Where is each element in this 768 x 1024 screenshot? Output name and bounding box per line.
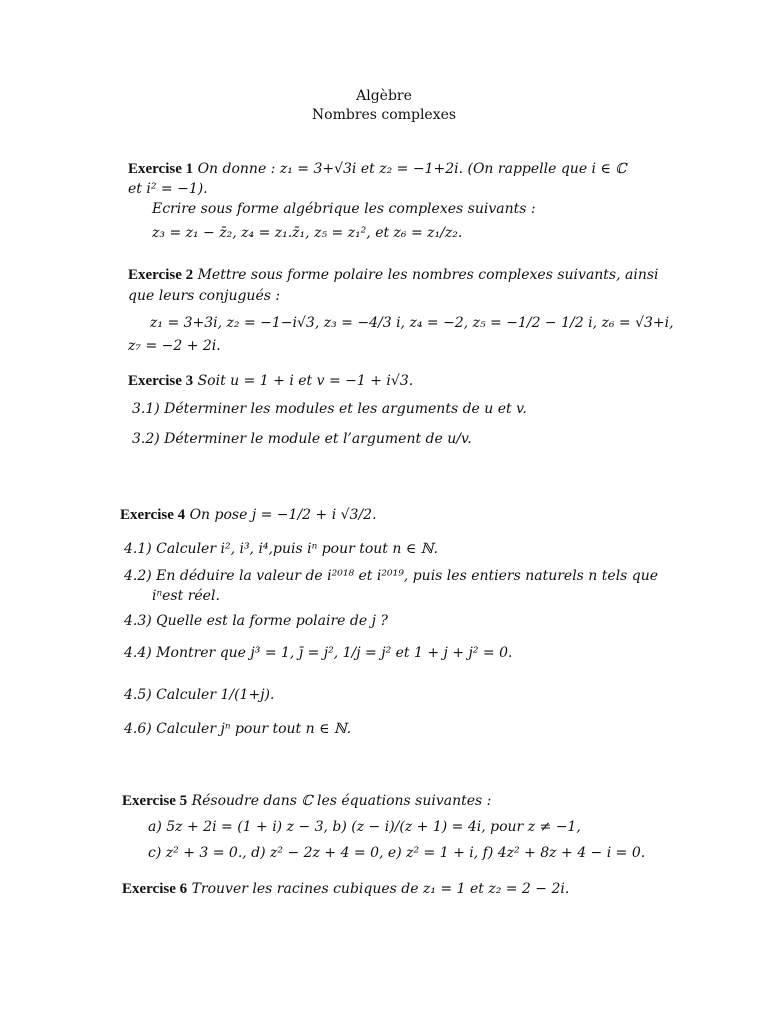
exercise-1-text-1: On donne : z₁ = 3+√3i et z₂ = −1+2i. (On rappelle que i ∈ ℂ xyxy=(197,161,627,177)
exercise-3-line-1 xyxy=(128,372,413,391)
exercise-4-item-2: 4.2) En déduire la valeur de i²⁰¹⁸ et i²⁰¹⁹, puis les entiers naturels n tels que xyxy=(124,568,659,584)
exercise-4-item-2-cont: iⁿest réel. xyxy=(152,588,220,604)
exercise-5-label: Exercise 5 xyxy=(122,793,188,809)
exercise-1-line-3: Ecrire sous forme algébrique les complexes suivants : xyxy=(152,201,536,217)
exercise-4-text-1: On pose j = −1/2 + i √3/2. xyxy=(189,507,377,523)
exercise-1-line-1 xyxy=(128,160,626,179)
exercise-1-line-2: et i² = −1). xyxy=(128,181,208,197)
exercise-4-item-5: 4.5) Calculer 1/(1+j). xyxy=(124,687,275,703)
exercise-6-text-1: Trouver les racines cubiques de z₁ = 1 et z₂ = 2 − 2i. xyxy=(191,881,570,897)
exercise-1-label: Exercise 1 xyxy=(128,161,194,177)
exercise-3-text-1: Soit u = 1 + i et v = −1 + i√3. xyxy=(197,373,414,389)
exercise-3-item-1: 3.1) Déterminer les modules et les arguments de u et v. xyxy=(132,401,527,417)
exercise-2-line-1 xyxy=(128,266,659,285)
exercise-4-label: Exercise 4 xyxy=(120,507,186,523)
exercise-6-label: Exercise 6 xyxy=(122,881,188,897)
subject-title: Algèbre xyxy=(356,88,412,104)
exercise-2-text-1: Mettre sous forme polaire les nombres complexes suivants, ainsi xyxy=(197,267,659,283)
exercise-4-item-1: 4.1) Calculer i², i³, i⁴,puis iⁿ pour tout n ∈ ℕ. xyxy=(124,541,438,557)
exercise-5-line-3: c) z² + 3 = 0., d) z² − 2z + 4 = 0, e) z² = 1 + i, f) 4z² + 8z + 4 − i = 0. xyxy=(148,845,646,861)
exercise-1-line-4: z₃ = z₁ − z̄₂, z₄ = z₁.z̄₁, z₅ = z₁², et z₆ = z₁/z₂. xyxy=(152,225,463,241)
exercise-4-item-6: 4.6) Calculer jⁿ pour tout n ∈ ℕ. xyxy=(124,721,352,737)
exercise-5-text-1: Résoudre dans ℂ les équations suivantes : xyxy=(191,793,492,809)
exercise-6-line-1 xyxy=(122,880,569,899)
exercise-2-line-4: z₇ = −2 + 2i. xyxy=(128,338,221,354)
exercise-2-line-3: z₁ = 3+3i, z₂ = −1−i√3, z₃ = −4/3 i, z₄ = −2, z₅ = −1/2 − 1/2 i, z₆ = √3+i, xyxy=(150,315,674,331)
exercise-2-label: Exercise 2 xyxy=(128,267,194,283)
exercise-4-line-1 xyxy=(120,506,377,525)
exercise-4-item-4: 4.4) Montrer que j³ = 1, j̄ = j², 1/j = j² et 1 + j + j² = 0. xyxy=(124,645,513,661)
topic-title: Nombres complexes xyxy=(311,107,457,123)
exercise-5-line-1 xyxy=(122,792,491,811)
exercise-4-item-3: 4.3) Quelle est la forme polaire de j ? xyxy=(124,613,388,629)
exercise-3-label: Exercise 3 xyxy=(128,373,194,389)
exercise-5-line-2: a) 5z + 2i = (1 + i) z − 3, b) (z − i)/(z + 1) = 4i, pour z ≠ −1, xyxy=(148,819,581,835)
exercise-2-line-2: que leurs conjugués : xyxy=(128,288,281,304)
exercise-3-item-2: 3.2) Déterminer le module et l’argument de u/v. xyxy=(132,431,472,447)
